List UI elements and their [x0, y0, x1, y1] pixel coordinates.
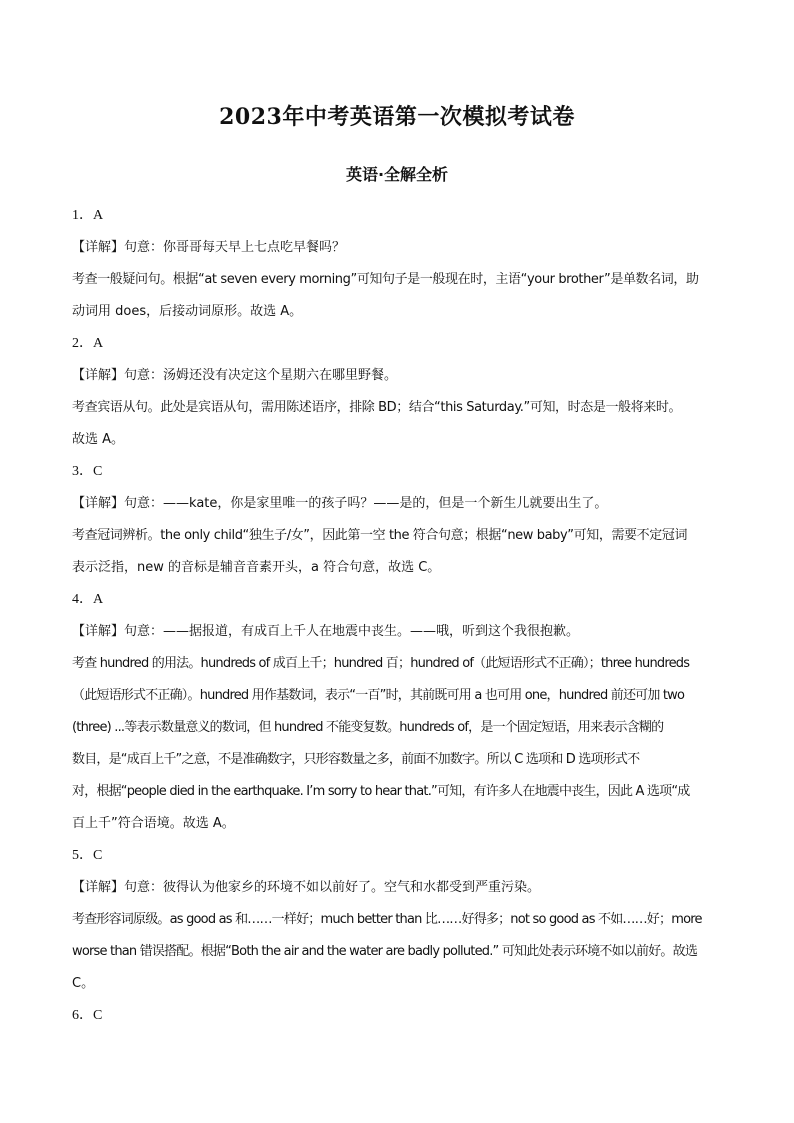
analysis-line: worse than 错误搭配。根据“Both the air and the water are badly polluted.” 可知此处表示环境不如以前好。故选 [72, 944, 698, 959]
analysis-line: （此短语形式不正确）。hundred 用作基数词，表示“一百”时，其前既可用 a 也可用 one，hundred 前还可加 two [72, 688, 685, 703]
detail-text: 句意：——kate，你是家里唯一的孩子吗？——是的，但是一个新生儿就要出生了。 [124, 496, 608, 511]
question-detail [72, 232, 724, 264]
question-detail [72, 872, 724, 904]
question-number: 2．A [72, 336, 104, 351]
question-number: 6．C [72, 1008, 103, 1023]
analysis-line: 故选 A。 [72, 432, 125, 447]
detail-text: 句意：汤姆还没有决定这个星期六在哪里野餐。 [124, 368, 398, 383]
question-detail [72, 360, 724, 392]
analysis-line: 动词用 does，后接动词原形。故选 A。 [72, 304, 303, 319]
question-detail [72, 616, 724, 648]
question-number: 4．A [72, 592, 104, 607]
question-number: 5．C [72, 848, 103, 863]
detail-tag: 【详解】 [72, 240, 125, 255]
question-detail [72, 488, 724, 520]
detail-tag: 【详解】 [72, 496, 125, 511]
analysis-line: 考查冠词辨析。the only child“独生子/女”，因此第一空 the 符合句意；根据“new baby”可知，需要不定冠词 [72, 528, 688, 543]
analysis-line: C。 [72, 976, 95, 991]
detail-tag: 【详解】 [72, 624, 125, 639]
page-title: 2023年中考英语第一次模拟考试卷 [219, 104, 575, 130]
question-analysis [72, 520, 724, 584]
analysis-line: 百上千”符合语境。故选 A。 [72, 816, 235, 831]
question-analysis [72, 648, 724, 840]
analysis-line: 考查宾语从句。此处是宾语从句，需用陈述语序，排除 BD；结合“this Saturday.”可知，时态是一般将来时。 [72, 400, 682, 415]
detail-text: 句意：——据报道，有成百上千人在地震中丧生。——哦，听到这个我很抱歉。 [124, 624, 580, 639]
question-analysis [72, 392, 724, 456]
analysis-line: 数目，是“成百上千”之意，不是准确数字，只形容数量之多，前面不加数字。所以 C 选项和 D 选项形式不 [72, 752, 640, 767]
analysis-line: 表示泛指，new 的音标是辅音音素开头，a 符合句意，故选 C。 [72, 560, 441, 575]
detail-tag: 【详解】 [72, 880, 125, 895]
analysis-line: (three) ...等表示数量意义的数词，但 hundred 不能变复数。hundreds of，是一个固定短语，用来表示含糊的 [72, 720, 664, 735]
page-subtitle: 英语·全解全析 [345, 165, 449, 184]
detail-tag: 【详解】 [72, 368, 125, 383]
analysis-line: 对，根据“people died in the earthquake. I’m sorry to hear that.”可知，有许多人在地震中丧生，因此 A 选项“成 [72, 784, 690, 799]
analysis-line: 考查一般疑问句。根据“at seven every morning”可知句子是一般现在时，主语“your brother”是单数名词，助 [72, 272, 699, 287]
question-number: 3．C [72, 464, 103, 479]
analysis-line: 考查形容词原级。as good as 和……一样好；much better than 比……好得多；not so good as 不如……好；more [72, 912, 702, 927]
question-number: 1．A [72, 208, 104, 223]
detail-text: 句意：你哥哥每天早上七点吃早餐吗？ [124, 240, 346, 255]
question-analysis [72, 264, 724, 328]
question-analysis [72, 904, 724, 1000]
detail-text: 句意：彼得认为他家乡的环境不如以前好了。空气和水都受到严重污染。 [124, 880, 541, 895]
analysis-line: 考查 hundred 的用法。hundreds of 成百上千；hundred 百；hundred of（此短语形式不正确）；three hundreds [72, 656, 690, 671]
answer-body [72, 200, 724, 1032]
